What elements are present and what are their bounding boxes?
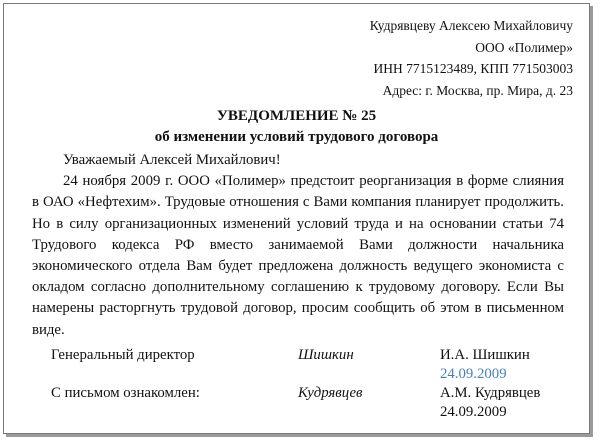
handwritten-signature: Шишкин	[298, 347, 354, 363]
addressee-block	[370, 15, 573, 101]
signatory-name: И.А. Шишкин	[440, 347, 530, 363]
addressee-address: Адрес: г. Москва, пр. Мира, д. 23	[382, 82, 573, 98]
letter-body	[32, 150, 564, 341]
handwritten-signature: Кудрявцев	[298, 385, 363, 401]
signature-role: Генеральный директор	[51, 347, 195, 363]
notice-subject: об изменении условий трудового договора	[154, 129, 439, 145]
signature-role: С письмом ознакомлен:	[51, 385, 200, 401]
addressee-name: Кудрявцеву Алексею Михайловичу	[369, 18, 573, 33]
signatory-name: А.М. Кудрявцев	[440, 385, 541, 401]
addressee-tax-ids: ИНН 7715123489, КПП 771503003	[373, 61, 573, 76]
main-paragraph: 24 ноября 2009 г. ООО «Полимер» предстоит реорганизация в форме слияния в ОАО «Нефтехим». Трудовые отношения с Вами компания планирует продолжить. Но в силу организационных изменений условий труда и на основании статьи 74 Трудового кодекса РФ вместо занимаемой Вами должности начальника экономического отдела Вам будет предложена должность ведущего экономиста с окладом согласно дополнительному соглашению к трудовому договору. Если Вы намерены расторгнуть трудовой договор, просим сообщить об этом в письменном виде.	[32, 173, 564, 338]
signature-date: 24.09.2009	[440, 404, 507, 420]
document-title	[4, 106, 589, 148]
greeting: Уважаемый Алексей Михайлович!	[63, 152, 281, 168]
notice-number: УВЕДОМЛЕНИЕ № 25	[216, 108, 377, 124]
document-page	[3, 3, 590, 434]
addressee-company: ООО «Полимер»	[475, 39, 573, 55]
signature-date: 24.09.2009	[440, 366, 507, 382]
